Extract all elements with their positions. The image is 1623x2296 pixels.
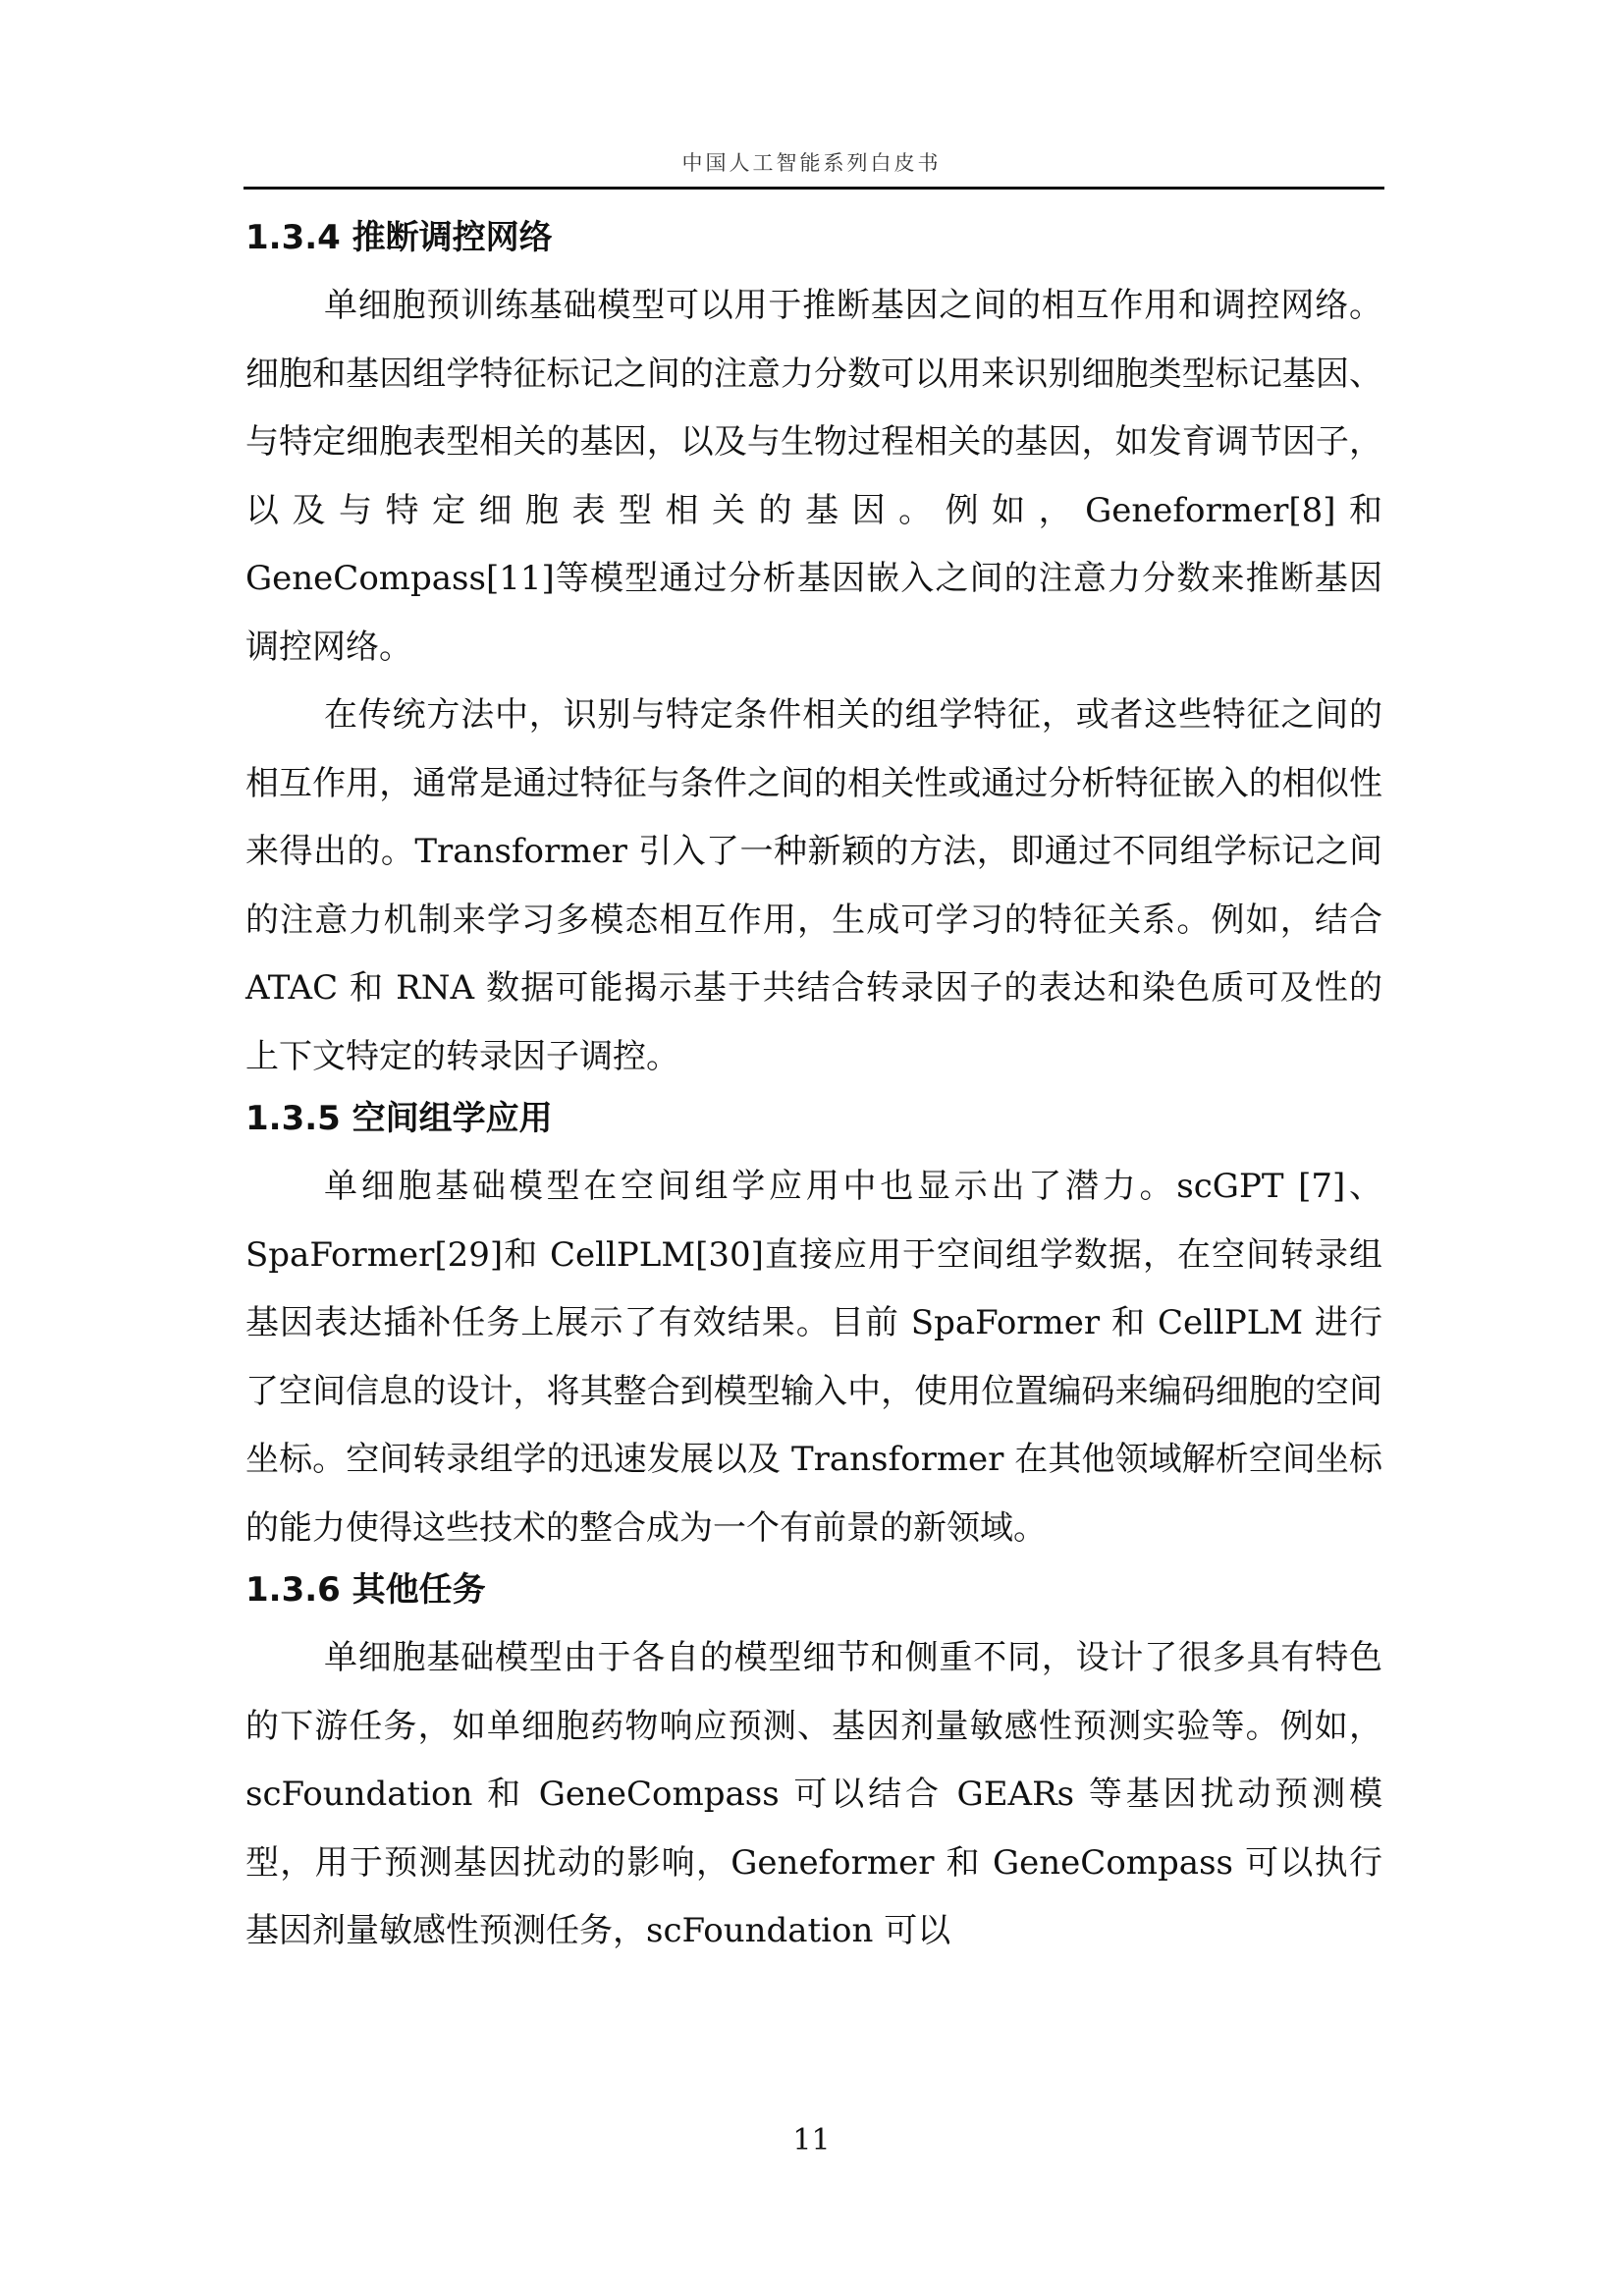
paragraph: 单细胞基础模型由于各自的模型细节和侧重不同，设计了很多具有特色的下游任务，如单细胞药物响应预测、基因剂量敏感性预测实验等。例如，scFoundation 和 GeneCompass 可以结合 GEARs 等基因扰动预测模型，用于预测基因扰动的影响，Geneformer 和 GeneCompass 可以执行基因剂量敏感性预测任务，scFoundation 可以 <box>245 1638 1382 1950</box>
running-header: 中国人工智能系列白皮书 <box>681 151 942 175</box>
paragraph: 在传统方法中，识别与特定条件相关的组学特征，或者这些特征之间的相互作用，通常是通过特征与条件之间的相关性或通过分析特征嵌入的相似性来得出的。Transformer 引入了一种新颖的方法，即通过不同组学标记之间的注意力机制来学习多模态相互作用，生成可学习的特征关系。例如，结合 ATAC 和 RNA 数据可能揭示基于共结合转录因子的表达和染色质可及性的上下文特定的转录因子调控。 <box>245 695 1382 1076</box>
header-rule <box>243 187 1384 190</box>
paragraph: 单细胞基础模型在空间组学应用中也显示出了潜力。scGPT [7]、SpaFormer[29]和 CellPLM[30]直接应用于空间组学数据，在空间转录组基因表达插补任务上展示了有效结果。目前 SpaFormer 和 CellPLM 进行了空间信息的设计，将其整合到模型输入中，使用位置编码来编码细胞的空间坐标。空间转录组学的迅速发展以及 Transformer 在其他领域解析空间坐标的能力使得这些技术的整合成为一个有前景的新领域。 <box>245 1167 1382 1548</box>
section-inference-network <box>245 210 1382 1091</box>
section-heading: 1.3.4 推断调控网络 <box>245 218 553 257</box>
page-body <box>245 210 1382 1966</box>
section-other-tasks <box>245 1562 1382 1966</box>
section-heading: 1.3.5 空间组学应用 <box>245 1099 553 1138</box>
page-number: 11 <box>792 2123 831 2158</box>
section-heading: 1.3.6 其他任务 <box>245 1570 486 1610</box>
section-spatial-omics <box>245 1091 1382 1562</box>
paragraph: 单细胞预训练基础模型可以用于推断基因之间的相互作用和调控网络。细胞和基因组学特征标记之间的注意力分数可以用来识别细胞类型标记基因、与特定细胞表型相关的基因，以及与生物过程相关的基因，如发育调节因子，以及与特定细胞表型相关的基因。例如，Geneformer[8]和 GeneCompass[11]等模型通过分析基因嵌入之间的注意力分数来推断基因调控网络。 <box>245 286 1382 667</box>
